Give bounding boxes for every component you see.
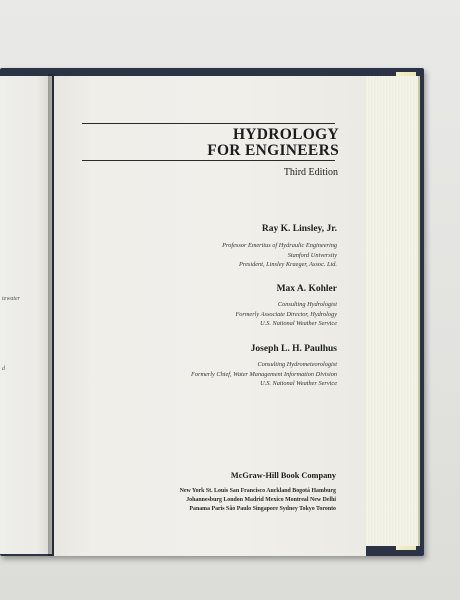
bottom-rule (82, 160, 335, 161)
author-affiliation (222, 241, 337, 270)
affiliation-line: U.S. National Weather Service (260, 380, 337, 388)
affiliation-line: U.S. National Weather Service (260, 320, 337, 328)
author-name: Joseph L. H. Paulhus (250, 344, 337, 354)
page-edges (360, 76, 420, 546)
affiliation-line: President, Linsley Kraeger, Assoc. Ltd. (239, 261, 337, 269)
affiliation-line: Professor Emeritus of Hydraulic Engineering (222, 242, 337, 249)
affiliation-line: Consulting Hydrologist (277, 301, 337, 308)
affiliation-line: Consulting Hydrometeorologist (257, 361, 337, 368)
author-name: Max A. Kohler (276, 284, 337, 294)
top-rule (82, 123, 335, 124)
affiliation-line: Formerly Chief, Water Management Information Division (191, 370, 337, 378)
cities-line: New York St. Louis San Francisco Auckland Bogotá Hamburg (179, 488, 336, 494)
edition-label: Third Edition (283, 167, 338, 178)
author-affiliation (235, 300, 337, 329)
cities-line: Johannesburg London Madrid Mexico Montreal New Delhi (186, 497, 336, 504)
publisher-name: McGraw-Hill Book Company (230, 471, 336, 480)
title-page (54, 76, 366, 556)
author-affiliation (191, 360, 337, 389)
left-page (0, 76, 52, 554)
author-name: Ray K. Linsley, Jr. (261, 224, 337, 234)
publisher-cities (180, 487, 336, 515)
left-page-text-fragment: tewater (2, 296, 20, 302)
cities-line: Panama Paris São Paulo Singapore Sydney Tokyo Toronto (189, 506, 336, 513)
book-title-line-1: HYDROLOGY (232, 126, 339, 143)
affiliation-line: Stanford University (287, 251, 337, 259)
book-title-line-2: FOR ENGINEERS (207, 142, 339, 159)
left-page-text-fragment: d (2, 366, 5, 372)
affiliation-line: Formerly Associate Director, Hydrology (235, 310, 337, 318)
